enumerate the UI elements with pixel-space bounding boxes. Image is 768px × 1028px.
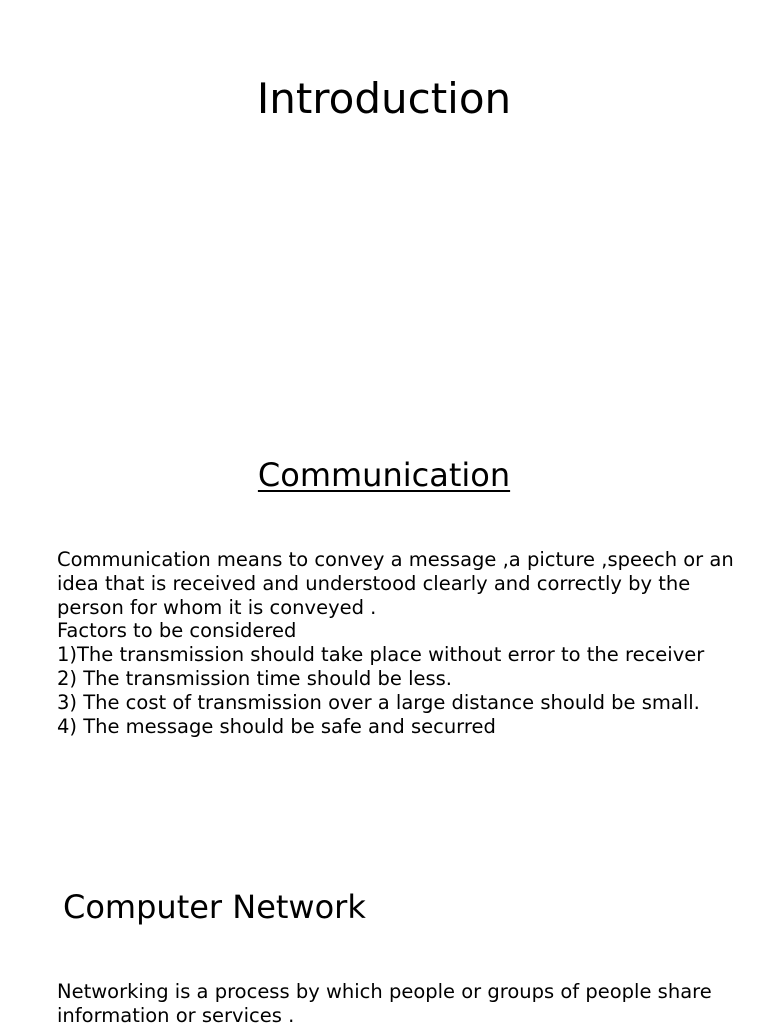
communication-line-3: person for whom it is conveyed . (57, 595, 377, 619)
network-line-2: information or services . (57, 1003, 295, 1027)
factor-item-2: 2) The transmission time should be less. (57, 666, 453, 690)
network-line-1: Networking is a process by which people or groups of people share (57, 980, 712, 1003)
communication-line-2: idea that is received and understood clearly and correctly by the (57, 571, 691, 595)
factor-item-1: 1)The transmission should take place without error to the receiver (57, 643, 705, 667)
communication-body (57, 548, 737, 738)
factor-item-4: 4) The message should be safe and securred (57, 714, 496, 738)
computer-network-body (57, 980, 737, 1028)
communication-line-1: Communication means to convey a message ,a picture ,speech or an (57, 548, 734, 571)
communication-heading (0, 456, 768, 494)
factors-heading-line: Factors to be considered (57, 619, 297, 643)
communication-heading-text: Communication (257, 456, 511, 494)
page-title: Introduction (256, 74, 512, 123)
computer-network-heading: Computer Network (63, 888, 366, 926)
factor-item-3: 3) The cost of transmission over a large distance should be small. (57, 690, 700, 714)
